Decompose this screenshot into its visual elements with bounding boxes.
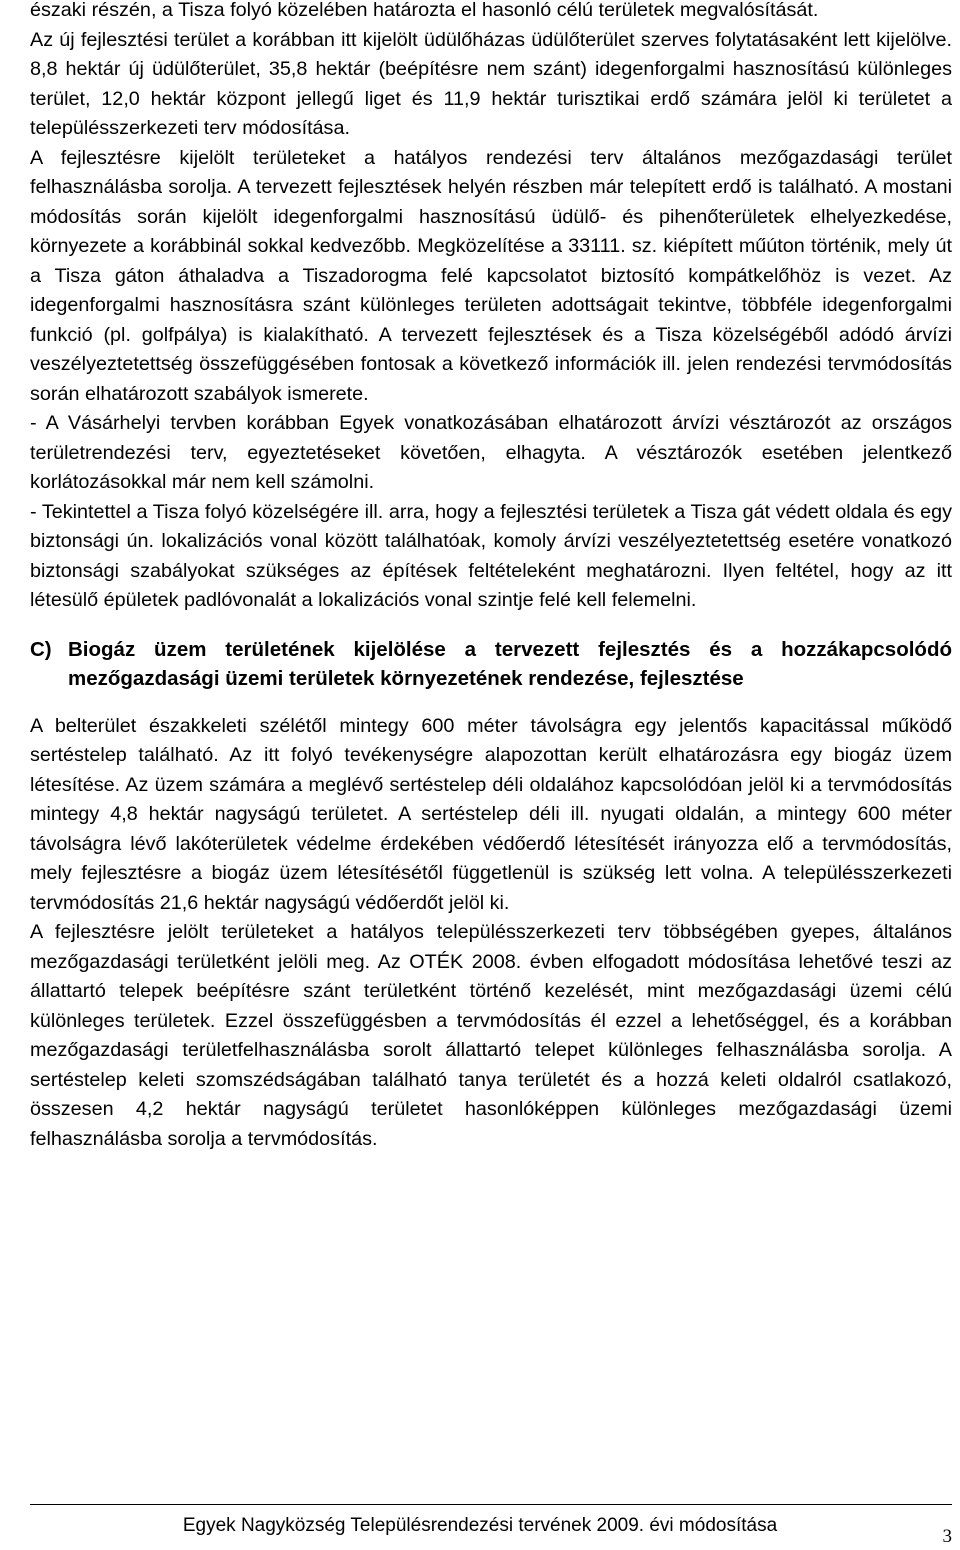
paragraph: A fejlesztésre kijelölt területeket a hatályos rendezési terv általános mezőgazdasági terület felhasználásba sorolja. A tervezett fejlesztések helyén részben már telepített erdő is található. A mostani módosítás során kijelölt idegenforgalmi hasznosítású üdülő- és pihenőterületek elhelyezkedése, környezete a korábbinál sokkal kedvezőbb. Megközelítése a 33111. sz. kiépített műúton történik, mely út a Tisza gáton áthaladva a Tiszadorogma felé kapcsolatot biztosító kompátkelőhöz is vezet. Az idegenforgalmi hasznosításra szánt különleges területen adottságait tekintve, többféle idegenforgalmi funkció (pl. golfpálya) is kialakítható. A tervezett fejlesztések és a Tisza közelségéből adódó árvízi veszélyeztetettség összefüggésében fontosak a következő információk ill. jelen rendezési tervmódosítás során elhatározott szabályok ismerete. xyxy=(30,146,952,405)
paragraph: Az új fejlesztési terület a korábban itt kijelölt üdülőházas üdülőterület szerves folytatásaként lett kijelölve. 8,8 hektár új üdülőterület, 35,8 hektár (beépítésre nem szánt) idegenforgalmi hasznosítású különleges terület, 12,0 hektár központ jellegű liget és 11,9 hektár turisztikai erdő számára jelöl ki területet a településszerkezeti terv módosítása. xyxy=(30,28,952,139)
footer-title: Egyek Nagyközség Településrendezési tervének 2009. évi módosítása xyxy=(182,1515,778,1536)
section-heading xyxy=(30,635,952,694)
section-heading-text: Biogáz üzem területének kijelölése a tervezett fejlesztés és a hozzákapcsolódó mezőgazdasági üzemi területek környezetének rendezése, fejlesztése xyxy=(68,637,952,690)
paragraph: A fejlesztésre jelölt területeket a hatályos településszerkezeti terv többségében gyepes, általános mezőgazdasági területként jelöli meg. Az OTÉK 2008. évben elfogadott módosítása lehetővé teszi az állattartó telepek beépítésre szánt területként történő kezelését, mint mezőgazdasági üzemi célú különleges területek. Ezzel összefüggésben a tervmódosítás él ezzel a lehetőséggel, és a korábban mezőgazdasági területfelhasználásba sorolt állattartó telepet különleges felhasználásba sorolja. A sertéstelep keleti szomszédságában található tanya területét és a hozzá keleti oldalról csatlakozó, összesen 4,2 hektár nagyságú területet hasonlóképpen különleges mezőgazdasági üzemi felhasználásba sorolja a tervmódosítás. xyxy=(30,921,952,1150)
paragraph: északi részén, a Tisza folyó közelében határozta el hasonló célú területek megvalósítását. xyxy=(30,0,819,21)
paragraph: - Tekintettel a Tisza folyó közelségére ill. arra, hogy a fejlesztési területek a Tisza gát védett oldala és egy biztonsági ún. lokalizációs vonal között találhatóak, komoly árvízi veszélyeztetettség esetére vonatkozó biztonsági szabályokat szükséges az építések feltételeként meghatározni. Ilyen feltétel, hogy az itt létesülő épületek padlóvonalát a lokalizációs vonal szintje felé kell felemelni. xyxy=(30,500,952,611)
page-number: 3 xyxy=(942,1526,952,1547)
paragraph: - A Vásárhelyi tervben korábban Egyek vonatkozásában elhatározott árvízi vésztározót az országos területrendezési terv, egyeztetéseket követően, elhagyta. A vésztározók esetében jelentkező korlátozásokkal már nem kell számolni. xyxy=(30,412,952,493)
section-heading-letter: C) xyxy=(30,637,52,661)
footer-divider xyxy=(30,1504,952,1505)
document-body xyxy=(30,0,952,1154)
paragraph: A belterület északkeleti szélétől mintegy 600 méter távolságra egy jelentős kapacitással működő sertéstelep található. Az itt folyó tevékenységre alapozottan került elhatározásra egy biogáz üzem létesítése. Az üzem számára a meglévő sertéstelep déli oldalához kapcsolódóan jelöl ki a tervmódosítás mintegy 4,8 hektár nagyságú területet. A sertéstelep déli ill. nyugati oldalán, a mintegy 600 méter távolságra lévő lakóterületek védelme érdekében védőerdő létesítését irányozza elő a tervmódosítás, mely fejlesztésre a biogáz üzem létesítésétől függetlenül is szükség lett volna. A településszerkezeti tervmódosítás 21,6 hektár nagyságú védőerdőt jelöl ki. xyxy=(30,714,952,914)
